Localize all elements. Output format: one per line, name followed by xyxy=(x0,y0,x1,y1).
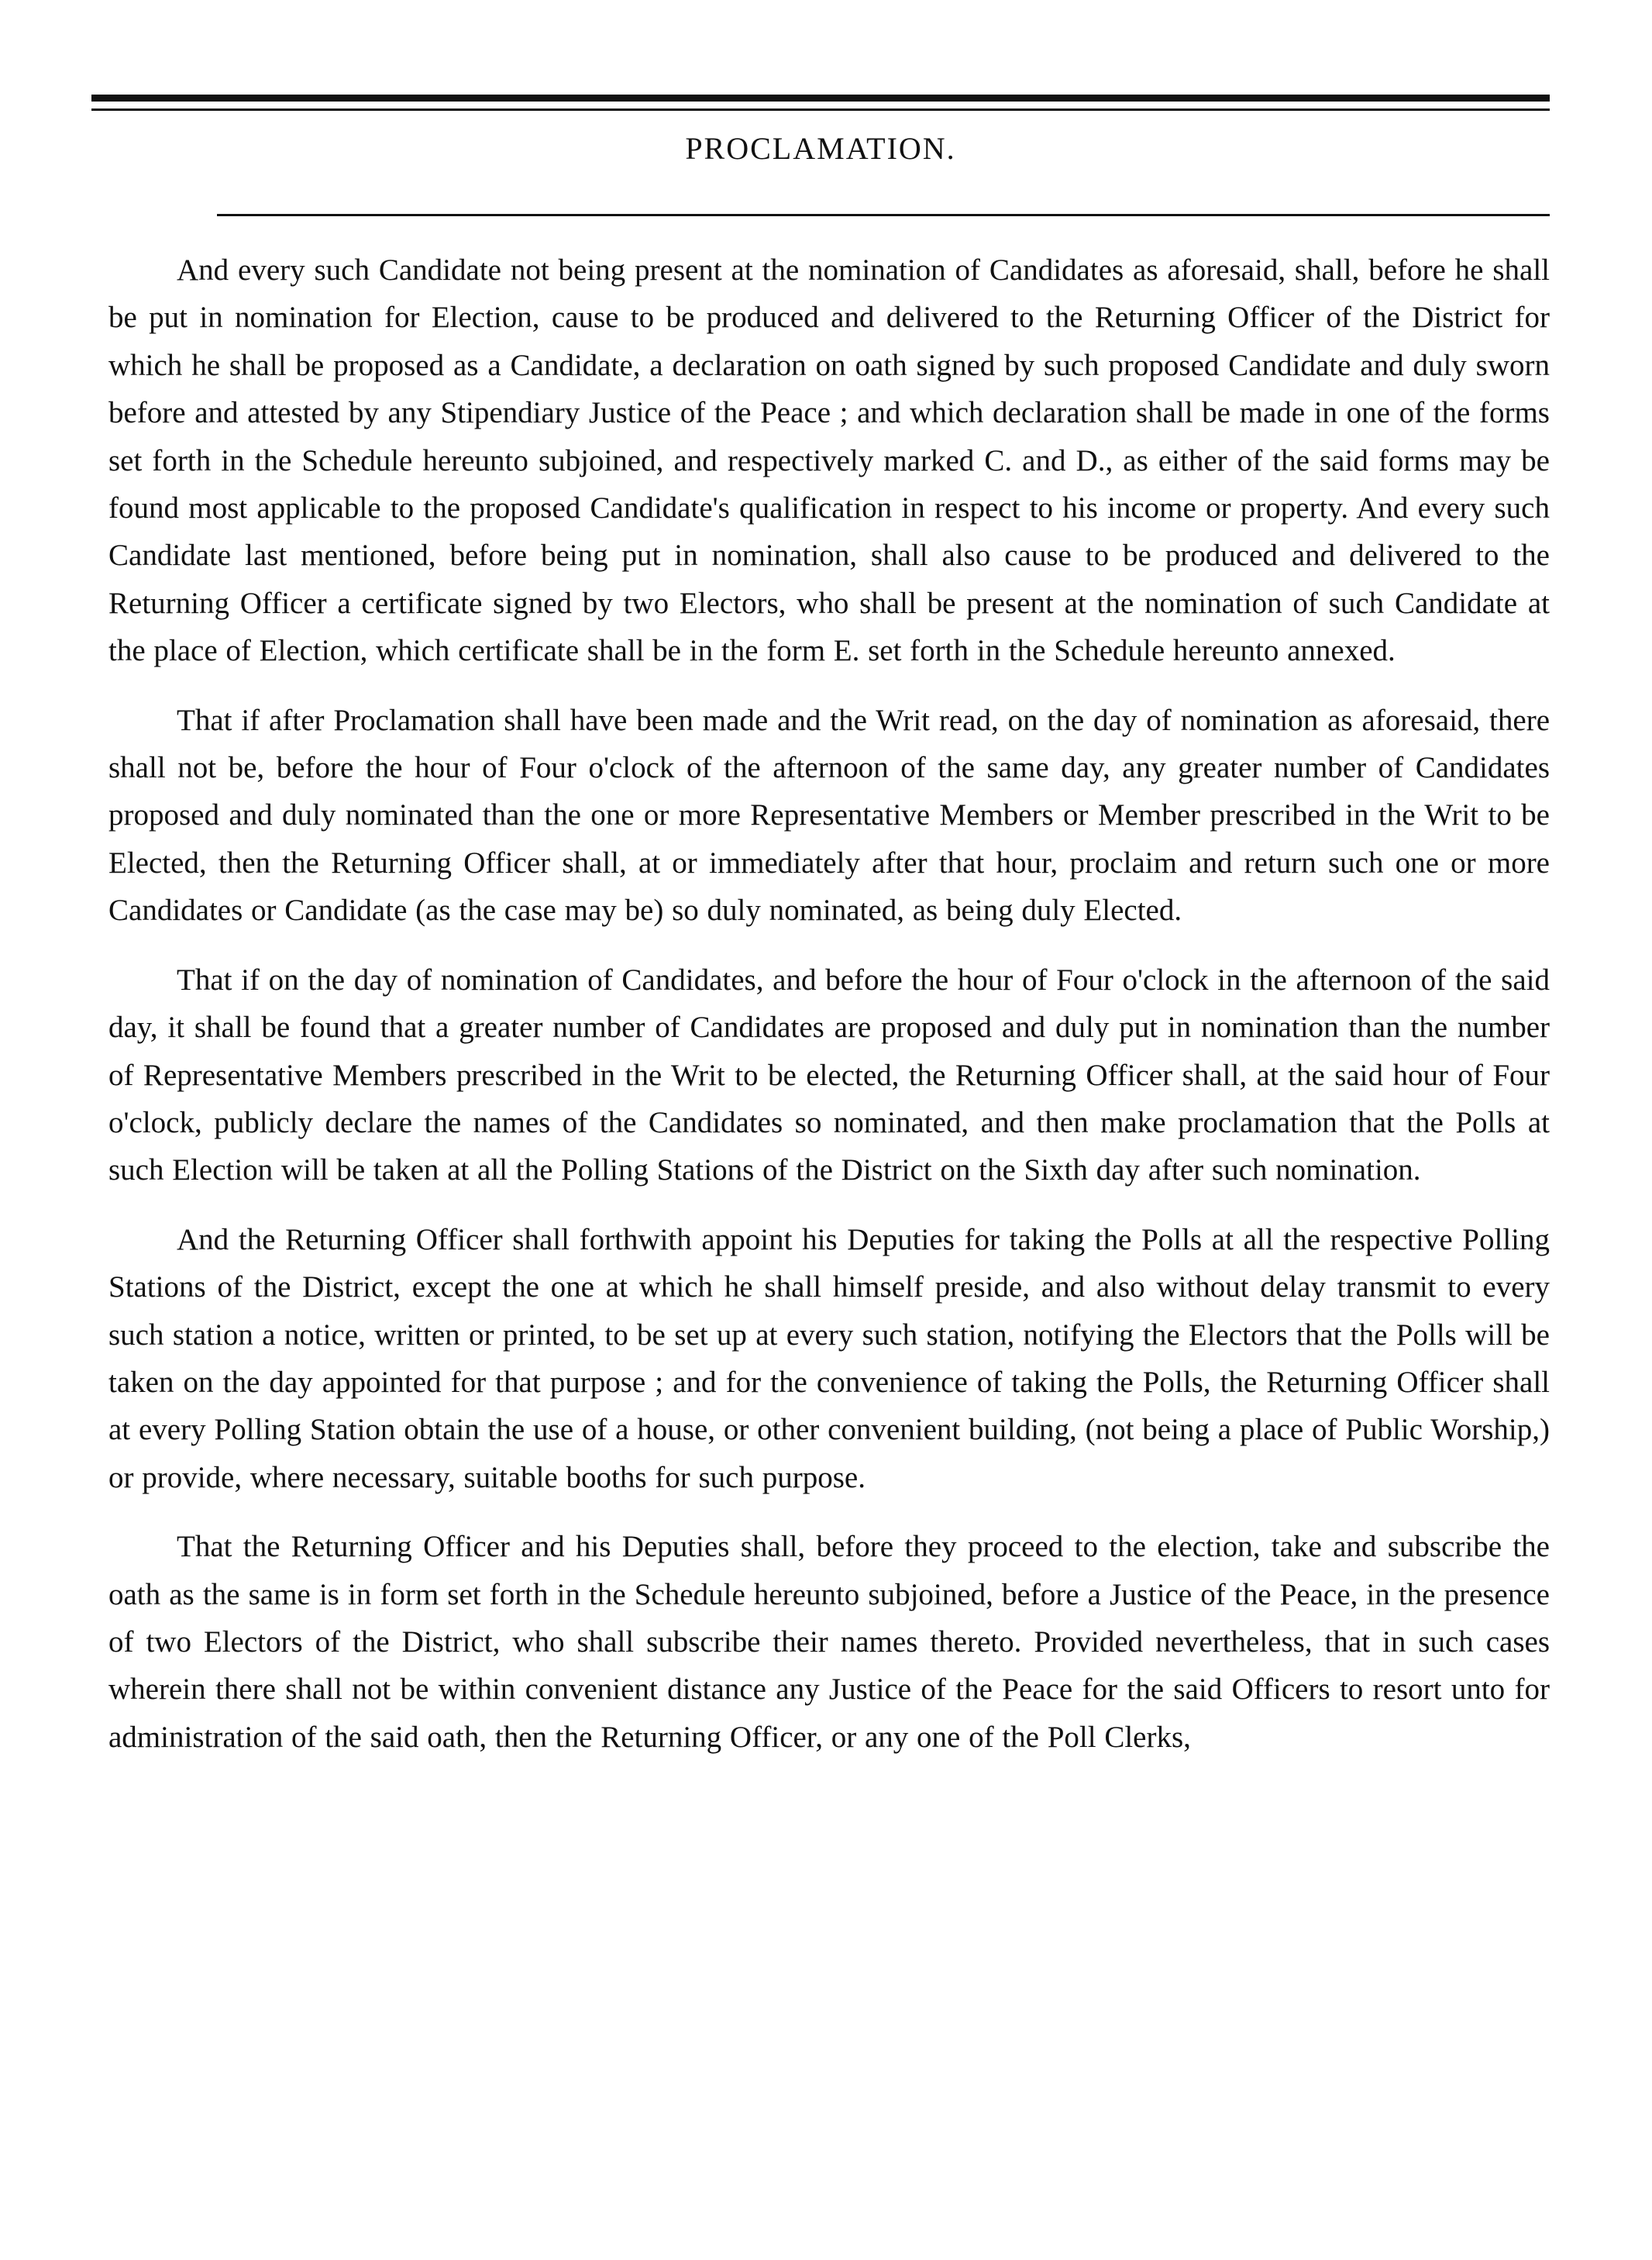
paragraph-uncontested-return: That if after Proclamation shall have been made and the Writ read, on the day of nomination as aforesaid, there shall not be, before the hour of Four o'clock of the afternoon of the same day, any greater number of Candidates proposed and duly nominated than the one or more Representative Members or Member prescribed in the Writ to be Elected, then the Returning Officer shall, at or immediately after that hour, proclaim and return such one or more Candidates or Candidate (as the case may be) so duly nominated, as being duly Elected. xyxy=(108,703,1550,928)
paragraph-oath-of-officers: That the Returning Officer and his Deputies shall, before they proceed to the election, take and subscribe the oath as the same is in form set forth in the Schedule hereunto subjoined, before a Justice of the Peace, in the presence of two Electors of the District, who shall subscribe their names thereto. Provided nevertheless, that in such cases wherein there shall not be within convenient distance any Justice of the Peace for the said Officers to resort unto for administration of the said oath, then the Returning Officer, or any one of the Poll Clerks, xyxy=(108,1530,1550,1754)
paragraph-candidate-declaration: And every such Candidate not being present at the nomination of Candidates as aforesaid, shall, before he shall be put in nomination for Election, cause to be produced and delivered to the Returning Officer of the District for which he shall be proposed as a Candidate, a declaration on oath signed by such proposed Candidate and duly sworn before and attested by any Stipendiary Justice of the Peace ; and which declaration shall be made in one of the forms set forth in the Schedule hereunto subjoined, and respectively marked C. and D., as either of the said forms may be found most applicable to the proposed Candidate's qualification in respect to his income or property. And every such Candidate last mentioned, before being put in nomination, shall also cause to be produced and delivered to the Returning Officer a certificate signed by two Electors, who shall be present at the nomination of such Candidate at the place of Election, which certificate shall be in the form E. set forth in the Schedule hereunto annexed. xyxy=(108,253,1550,668)
body-text xyxy=(108,246,1550,1761)
running-head-title: PROCLAMATION. xyxy=(685,131,956,166)
top-rule-thick xyxy=(91,95,1550,102)
header-underline-rule xyxy=(217,214,1550,216)
paragraph-contested-poll: That if on the day of nomination of Candidates, and before the hour of Four o'clock in the afternoon of the said day, it shall be found that a greater number of Candidates are proposed and duly put in nomination than the number of Representative Members prescribed in the Writ to be elected, the Returning Officer shall, at the said hour of Four o'clock, publicly declare the names of the Candidates so nominated, and then make proclamation that the Polls at such Election will be taken at all the Polling Stations of the District on the Sixth day after such nomination. xyxy=(108,963,1550,1187)
top-rule-thin xyxy=(91,109,1550,111)
paragraph-deputies-polling-stations: And the Returning Officer shall forthwith appoint his Deputies for taking the Polls at all the respective Polling Stations of the District, except the one at which he shall himself preside, and also without delay transmit to every such station a notice, written or printed, to be set up at every such station, notifying the Electors that the Polls will be taken on the day appointed for that purpose ; and for the convenience of taking the Polls, the Returning Officer shall at every Polling Station obtain the use of a house, or other convenient building, (not being a place of Public Worship,) or provide, where necessary, suitable booths for such purpose. xyxy=(108,1222,1550,1494)
